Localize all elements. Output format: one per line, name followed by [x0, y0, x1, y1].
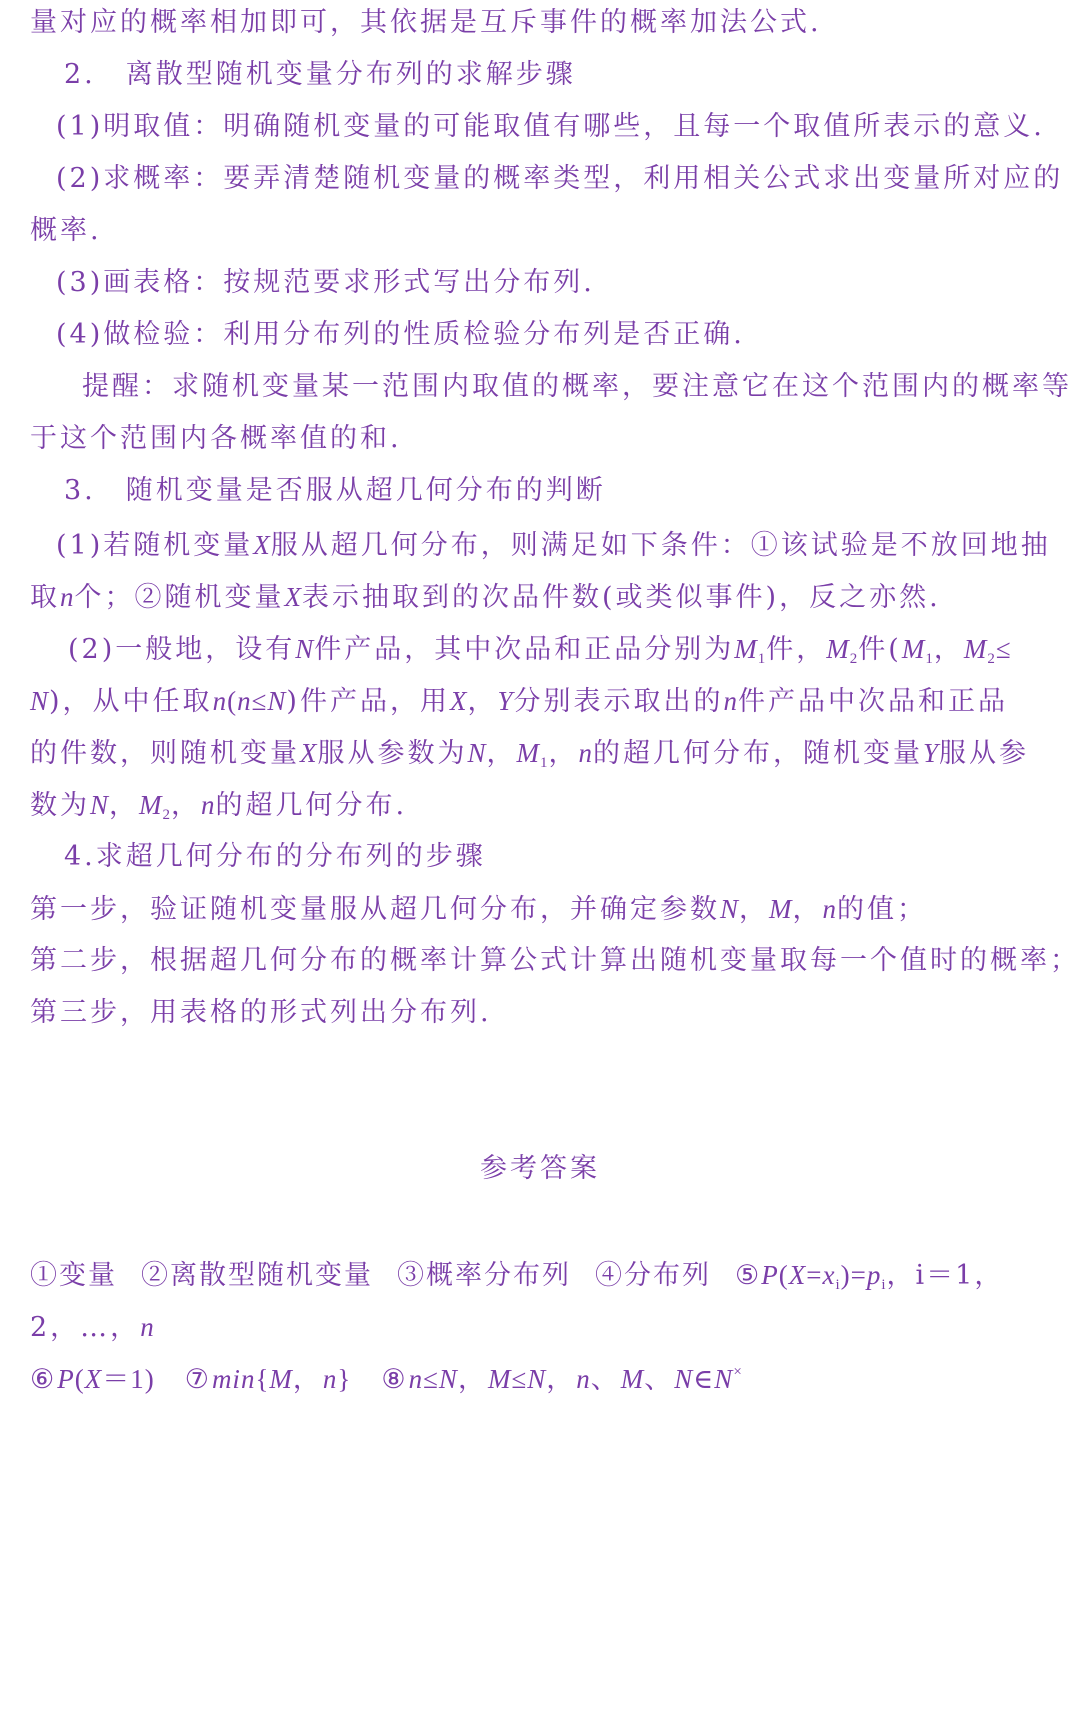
text: ， [548, 738, 579, 769]
text: ， [739, 894, 770, 925]
text: ， [486, 738, 517, 769]
procedure-step-3 [30, 996, 492, 1030]
symbol-in: ∈ [693, 1364, 715, 1394]
var-N: N [467, 738, 487, 768]
step-2 [56, 162, 1063, 196]
paragraph-continuation [30, 6, 822, 40]
var-n: n [322, 1364, 338, 1394]
var-M: M [901, 634, 926, 664]
text: 第三步，用表格的形式列出分布列. [30, 997, 492, 1028]
condition-1-cont [30, 580, 941, 615]
var-M: M [516, 738, 541, 768]
var-n: n [723, 686, 738, 716]
step-3 [56, 266, 595, 300]
subscript: 2 [849, 651, 859, 667]
text: (1)明取值：明确随机变量的可能取值有哪些，且每一个取值所表示的意义. [56, 111, 1045, 142]
var-P: P [761, 1260, 779, 1290]
var-N: N [720, 894, 740, 924]
var-M: M [826, 634, 850, 664]
subscript: i [881, 1277, 887, 1293]
condition-2-cont3 [30, 788, 407, 823]
text: 2，…， [30, 1312, 141, 1343]
var-N: N [674, 1364, 694, 1394]
fn-min: min [211, 1364, 256, 1394]
text: (1)若随机变量 [56, 530, 254, 561]
symbol-le: ≤ [511, 1364, 528, 1394]
var-M: M [769, 894, 793, 924]
procedure-step-2 [30, 944, 1080, 978]
var-n: n [212, 686, 228, 716]
answer-6-marker: ⑥ [30, 1364, 58, 1395]
superscript: × [733, 1364, 743, 1380]
text: 于这个范围内各概率值的和. [30, 423, 402, 454]
var-X: X [449, 686, 468, 716]
text: 提醒：求随机变量某一范围内取值的概率，要注意它在这个范围内的概率等 [82, 371, 1072, 402]
text: ， [292, 1364, 323, 1395]
var-N: N [30, 686, 50, 716]
var-N: N [90, 790, 110, 820]
answer-1: ①变量 [30, 1260, 117, 1291]
answers-line-3: ⑥P(X＝1) ⑦min{M，n} ⑧n≤N，M≤N，n、M、N∈N× [30, 1364, 743, 1395]
text: 件产品中次品和正品 [737, 686, 1008, 717]
text: ＝1) [102, 1364, 155, 1394]
symbol-le: ≤ [423, 1364, 439, 1394]
symbol-le: ≤ [995, 634, 1012, 664]
text: 取 [30, 582, 60, 613]
text: 第一步，验证随机变量服从超几何分布，并确定参数 [30, 894, 720, 925]
var-M: M [734, 634, 758, 664]
var-n: n [201, 790, 216, 820]
text: (3)画表格：按规范要求形式写出分布列. [56, 267, 595, 298]
var-n: n [578, 738, 594, 768]
var-P: P [57, 1364, 75, 1394]
answers-line-1: ①变量 ②离散型随机变量 ③概率分布列 ④分布列 $⑤P(X=x_i)=p_i$，i＝1， [30, 1260, 1004, 1293]
step-2-cont [30, 214, 102, 248]
heading-text: 3. 随机变量是否服从超几何分布的判断 [64, 475, 606, 506]
text: ( [74, 1364, 85, 1394]
text: 第二步，根据超几何分布的概率计算公式计算出随机变量取每一个值时的概率； [30, 945, 1080, 976]
subscript: 1 [540, 755, 549, 771]
var-M: M [269, 1364, 293, 1394]
text: 的件数，则随机变量 [30, 738, 300, 769]
text: 表示抽取到的次品件数(或类似事件)，反之亦然. [302, 582, 941, 613]
var-n: n [408, 1364, 424, 1394]
text: 量对应的概率相加即可，其依据是互斥事件的概率加法公式. [30, 7, 822, 38]
condition-2-cont [30, 684, 1008, 719]
symbol-eq: = [850, 1260, 867, 1290]
text: (2)一般地，设有 [68, 634, 296, 665]
text: ( [778, 1260, 789, 1290]
text: (2)求概率：要弄清楚随机变量的概率类型，利用相关公式求出变量所对应的 [56, 163, 1064, 194]
var-M: M [487, 1364, 512, 1394]
section-heading-2 [64, 58, 576, 92]
answer-8-marker: ⑧ [381, 1364, 409, 1395]
text: 的超几何分布. [215, 790, 408, 821]
text: 件( [858, 634, 902, 665]
text: ( [227, 686, 238, 716]
var-X: X [284, 582, 302, 612]
answer-3: ③概率分布列 [397, 1260, 571, 1291]
tip [82, 370, 1072, 404]
answer-5-marker: ⑤ [735, 1260, 762, 1291]
var-M: M [963, 634, 988, 664]
var-n: n [822, 894, 838, 924]
text: ， [467, 686, 498, 717]
var-n: n [237, 686, 252, 716]
answers-title [0, 1152, 1080, 1186]
text: 概率. [30, 215, 102, 246]
text: 分别表示取出的 [513, 686, 724, 717]
var-M: M [139, 790, 163, 820]
var-n: n [60, 582, 75, 612]
text: )，从中任取 [49, 686, 213, 717]
condition-1 [56, 528, 1051, 563]
var-n: n [140, 1312, 155, 1342]
answer-7-marker: ⑦ [184, 1364, 212, 1395]
subscript: 1 [757, 651, 767, 667]
text: 服从参数为 [317, 738, 468, 769]
procedure-step-1 [30, 892, 927, 927]
text: ， [109, 790, 140, 821]
text: 件产品，其中次品和正品分别为 [314, 634, 735, 665]
text: )件产品，用 [286, 686, 450, 717]
text: 、 [644, 1364, 675, 1395]
var-N: N [527, 1364, 547, 1394]
var-n: n [576, 1364, 591, 1394]
text: 服从参 [939, 738, 1030, 769]
text: 的超几何分布，随机变量 [593, 738, 924, 769]
answer-2: ②离散型随机变量 [141, 1260, 373, 1291]
section-heading-3 [64, 474, 606, 508]
text: (4)做检验：利用分布列的性质检验分布列是否正确. [56, 319, 745, 350]
text: 服从超几何分布，则满足如下条件：①该试验是不放回地抽 [270, 530, 1051, 561]
text: 、 [590, 1364, 621, 1395]
var-N: N [438, 1364, 458, 1394]
condition-2 [68, 632, 1012, 667]
text: ，i＝1， [886, 1260, 1004, 1291]
var-X: X [253, 530, 271, 560]
var-Y: Y [497, 686, 514, 716]
heading-text: 4.求超几何分布的分布列的步骤 [64, 841, 486, 872]
section-heading-4 [64, 840, 486, 874]
text: ， [792, 894, 823, 925]
symbol-eq: = [806, 1260, 823, 1290]
condition-2-cont2 [30, 736, 1029, 771]
var-N: N [714, 1364, 734, 1394]
subscript: 2 [162, 807, 172, 823]
step-4 [56, 318, 745, 352]
answers-line-2 [30, 1310, 155, 1345]
subscript: 1 [925, 651, 934, 667]
step-1 [56, 110, 1045, 144]
heading-text: 2. 离散型随机变量分布列的求解步骤 [64, 59, 576, 90]
answer-4: ④分布列 [595, 1260, 711, 1291]
var-N: N [267, 686, 287, 716]
var-N: N [295, 634, 315, 664]
text: 件， [766, 634, 827, 665]
var-X: X [84, 1364, 103, 1394]
var-M: M [620, 1364, 645, 1394]
var-x: x [822, 1260, 836, 1290]
text: ， [457, 1364, 488, 1395]
subscript: 2 [987, 651, 996, 667]
subscript: i [835, 1277, 841, 1293]
text: ， [171, 790, 202, 821]
var-Y: Y [923, 738, 940, 768]
text: ， [933, 634, 964, 665]
text: 数为 [30, 790, 90, 821]
text: 的值； [837, 894, 928, 925]
text: 个；②随机变量 [74, 582, 285, 613]
symbol-le: ≤ [251, 686, 268, 716]
var-p: p [866, 1260, 882, 1290]
var-X: X [788, 1260, 807, 1290]
text: ， [546, 1364, 577, 1395]
var-X: X [300, 738, 318, 768]
title-text: 参考答案 [480, 1153, 600, 1184]
tip-cont [30, 422, 402, 456]
